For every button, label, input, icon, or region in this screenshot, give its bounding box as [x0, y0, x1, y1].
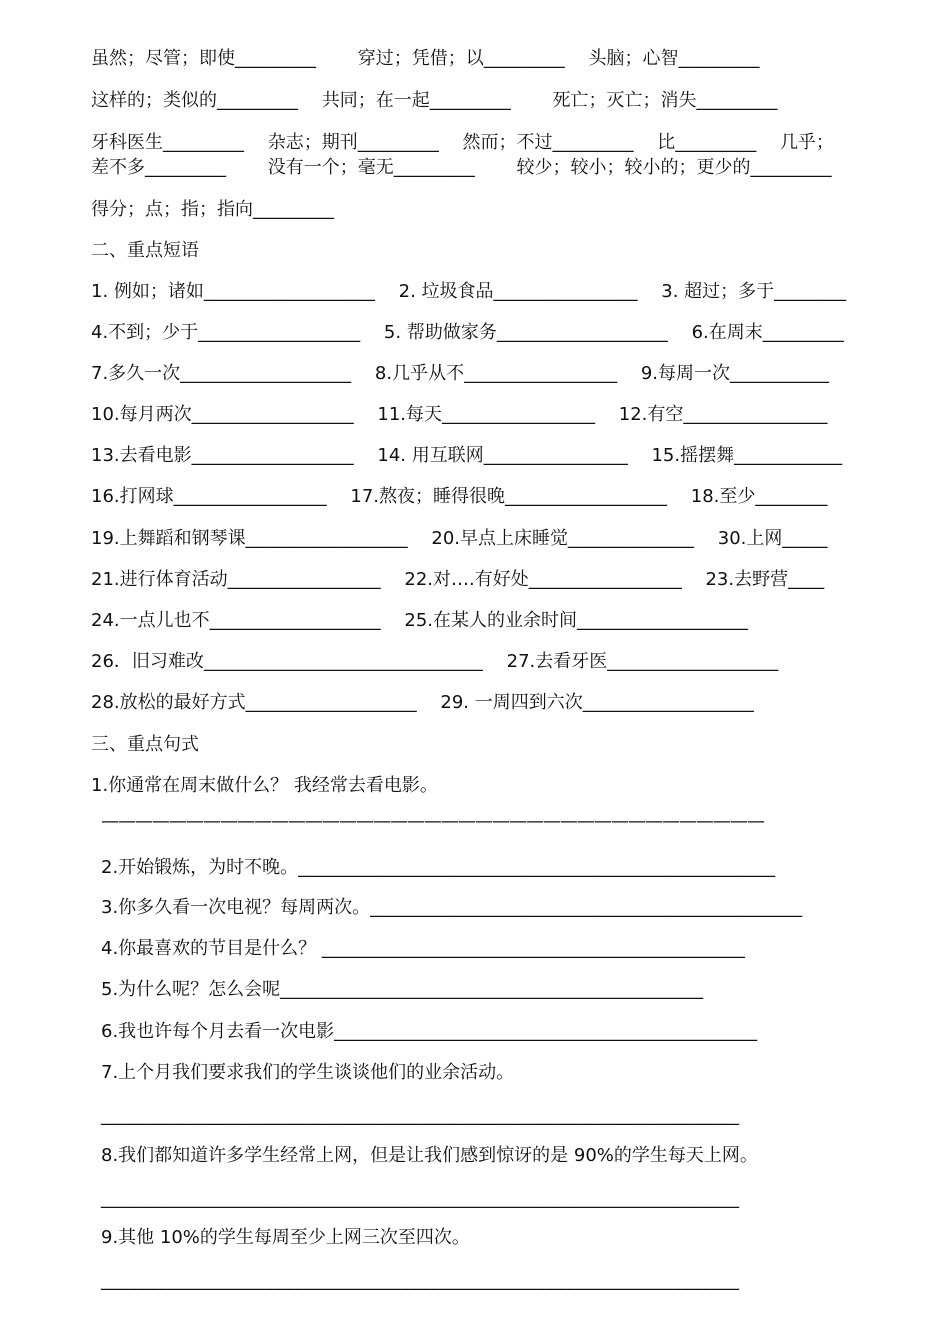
phrase-item: 26．旧习难改_______________________________: [91, 651, 483, 672]
phrase-row-6: [91, 485, 827, 509]
phrase-row-5: [91, 444, 842, 468]
answer-line-8: ___________________________________________________________________________: [101, 1188, 739, 1209]
section-heading-sentences: 三、重点句式: [91, 734, 199, 755]
phrase-item: 21.进行体育活动_________________: [91, 569, 381, 590]
vocab-item: 得分；点；指；指向_________: [91, 199, 334, 220]
vocab-row-3: [91, 131, 834, 155]
phrase-item: 27.去看牙医___________________: [506, 651, 779, 672]
phrase-item: 16.打网球_________________: [91, 486, 327, 507]
vocab-item: 然而；不过_________: [462, 132, 634, 153]
vocab-item: 死亡；灭亡；消失_________: [552, 90, 778, 111]
vocab-item: 比_________: [657, 132, 757, 153]
vocab-item: 杂志；期刊_________: [267, 132, 439, 153]
vocab-item: 穿过；凭借；以_________: [357, 48, 565, 69]
phrase-item: 30.上网_____: [717, 528, 828, 549]
vocab-item: 这样的；类似的_________: [91, 90, 298, 111]
phrase-row-11: [91, 691, 754, 715]
sentence-4: 4.你最喜欢的节目是什么？ _______________________________________________: [101, 938, 745, 959]
vocab-item: 牙科医生_________: [91, 132, 244, 153]
phrase-row-4: [91, 403, 827, 427]
phrase-row-1: [91, 280, 846, 304]
phrase-item: 9.每周一次___________: [640, 363, 830, 384]
phrase-item: 7.多久一次___________________: [91, 363, 352, 384]
answer-line-7: ___________________________________________________________________________: [101, 1105, 739, 1126]
vocab-item: 没有一个；毫无_________: [267, 157, 475, 178]
vocab-row-1: [91, 47, 759, 71]
phrase-item: 18.至少________: [690, 486, 828, 507]
section-heading-phrases: 二、重点短语: [91, 240, 199, 261]
phrase-item: 14. 用互联网________________: [377, 445, 628, 466]
phrase-item: 17.熬夜；睡得很晚__________________: [350, 486, 668, 507]
phrase-item: 13.去看电影__________________: [91, 445, 354, 466]
vocab-item: 虽然；尽管；即使_________: [91, 48, 316, 69]
sentence-5: 5.为什么呢？怎么会呢_______________________________________________: [101, 979, 704, 1000]
vocab-item: 共同；在一起_________: [321, 90, 511, 111]
sentence-2: 2.开始锻炼，为时不晚。_____________________________________________________: [101, 857, 776, 878]
vocab-row-5: [91, 198, 334, 222]
phrase-row-8: [91, 568, 824, 592]
sentence-3: 3.你多久看一次电视？每周两次。________________________________________________: [101, 897, 803, 918]
phrase-item: 2. 垃圾食品________________: [398, 281, 638, 302]
phrase-item: 15.摇摆舞____________: [651, 445, 843, 466]
phrase-item: 24.一点儿也不___________________: [91, 610, 381, 631]
vocab-item: 几乎；: [779, 132, 834, 153]
phrase-item: 20.早点上床睡觉______________: [431, 528, 695, 549]
phrase-item: 19.上舞蹈和钢琴课__________________: [91, 528, 408, 549]
phrase-item: 5. 帮助做家务___________________: [383, 322, 668, 343]
phrase-item: 1. 例如；诸如___________________: [91, 281, 375, 302]
phrase-item: 23.去野营____: [705, 569, 825, 590]
phrase-row-2: [91, 321, 844, 345]
vocab-item: 差不多_________: [91, 157, 226, 178]
phrase-item: 10.每月两次__________________: [91, 404, 354, 425]
sentence-7: 7.上个月我们要求我们的学生谈谈他们的业余活动。: [101, 1062, 515, 1083]
phrase-item: 4.不到；少于__________________: [91, 322, 361, 343]
sentence-1: 1.你通常在周末做什么？ 我经常去看电影。: [91, 775, 438, 796]
phrase-item: 29. 一周四到六次___________________: [440, 692, 754, 713]
vocab-item: 较少；较小；较小的；更少的_________: [516, 157, 832, 178]
answer-line-1: ———————————————————————————————————————: [101, 811, 764, 832]
phrase-row-3: [91, 362, 829, 386]
vocab-row-4: [91, 156, 831, 180]
phrase-row-9: [91, 609, 748, 633]
phrase-item: 22.对….有好处_________________: [404, 569, 682, 590]
phrase-item: 6.在周末_________: [691, 322, 844, 343]
phrase-item: 25.在某人的业余时间___________________: [404, 610, 749, 631]
phrase-row-7: [91, 527, 827, 551]
phrase-item: 28.放松的最好方式___________________: [91, 692, 417, 713]
answer-line-9: ___________________________________________________________________________: [101, 1270, 739, 1291]
phrase-item: 8.几乎从不_________________: [374, 363, 618, 384]
phrase-item: 11.每天_________________: [377, 404, 596, 425]
vocab-item: 头脑；心智_________: [588, 48, 760, 69]
phrase-row-10: [91, 650, 778, 674]
vocab-row-2: [91, 89, 777, 113]
phrase-item: 12.有空________________: [618, 404, 828, 425]
sentence-6: 6.我也许每个月去看一次电影_______________________________________________: [101, 1021, 758, 1042]
sentence-9: 9.其他 10%的学生每周至少上网三次至四次。: [101, 1227, 470, 1248]
phrase-item: 3. 超过；多于________: [661, 281, 847, 302]
sentence-8: 8.我们都知道许多学生经常上网，但是让我们感到惊讶的是 90%的学生每天上网。: [101, 1145, 758, 1166]
